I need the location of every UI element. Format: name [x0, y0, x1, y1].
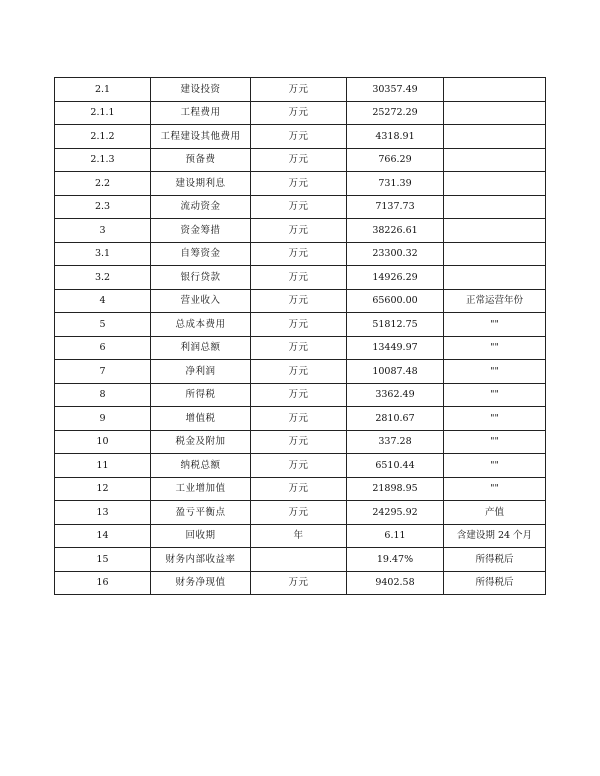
cell-no: 12 [55, 477, 151, 501]
cell-unit: 万元 [251, 125, 347, 149]
cell-unit: 万元 [251, 148, 347, 172]
cell-note: 产值 [444, 501, 546, 525]
cell-value: 6.11 [347, 524, 444, 548]
table-row [55, 148, 546, 172]
cell-item-name: 工程费用 [151, 101, 251, 125]
cell-note: "" [444, 313, 546, 337]
cell-note: 含建设期 24 个月 [444, 524, 546, 548]
cell-value: 13449.97 [347, 336, 444, 360]
table-row [55, 313, 546, 337]
cell-unit [251, 548, 347, 572]
cell-unit: 万元 [251, 360, 347, 384]
cell-no: 8 [55, 383, 151, 407]
cell-value: 65600.00 [347, 289, 444, 313]
table-row [55, 125, 546, 149]
cell-item-name: 财务净现值 [151, 571, 251, 595]
cell-note: 所得税后 [444, 548, 546, 572]
cell-no: 2.3 [55, 195, 151, 219]
cell-item-name: 建设投资 [151, 78, 251, 102]
cell-note [444, 219, 546, 243]
cell-item-name: 预备费 [151, 148, 251, 172]
cell-unit: 万元 [251, 219, 347, 243]
cell-unit: 万元 [251, 430, 347, 454]
cell-value: 10087.48 [347, 360, 444, 384]
cell-unit: 万元 [251, 454, 347, 478]
cell-note [444, 101, 546, 125]
cell-no: 11 [55, 454, 151, 478]
cell-note: "" [444, 430, 546, 454]
cell-unit: 万元 [251, 571, 347, 595]
cell-item-name: 所得税 [151, 383, 251, 407]
cell-note [444, 266, 546, 290]
table-row [55, 571, 546, 595]
cell-no: 2.1.3 [55, 148, 151, 172]
cell-value: 23300.32 [347, 242, 444, 266]
table-row [55, 78, 546, 102]
cell-value: 766.29 [347, 148, 444, 172]
cell-unit: 万元 [251, 407, 347, 431]
cell-unit: 万元 [251, 172, 347, 196]
table-row [55, 360, 546, 384]
cell-note [444, 242, 546, 266]
cell-item-name: 回收期 [151, 524, 251, 548]
cell-note [444, 172, 546, 196]
cell-item-name: 银行贷款 [151, 266, 251, 290]
cell-no: 9 [55, 407, 151, 431]
cell-note: "" [444, 477, 546, 501]
cell-value: 38226.61 [347, 219, 444, 243]
table-row [55, 501, 546, 525]
cell-no: 7 [55, 360, 151, 384]
cell-note: "" [444, 407, 546, 431]
cell-no: 3.2 [55, 266, 151, 290]
cell-unit: 万元 [251, 195, 347, 219]
cell-note [444, 195, 546, 219]
cell-item-name: 增值税 [151, 407, 251, 431]
cell-value: 24295.92 [347, 501, 444, 525]
cell-unit: 万元 [251, 336, 347, 360]
table-row [55, 430, 546, 454]
cell-note: 正常运营年份 [444, 289, 546, 313]
cell-item-name: 财务内部收益率 [151, 548, 251, 572]
cell-item-name: 营业收入 [151, 289, 251, 313]
cell-no: 15 [55, 548, 151, 572]
table-row [55, 101, 546, 125]
cell-unit: 万元 [251, 383, 347, 407]
cell-unit: 万元 [251, 477, 347, 501]
cell-value: 7137.73 [347, 195, 444, 219]
cell-value: 14926.29 [347, 266, 444, 290]
cell-no: 3 [55, 219, 151, 243]
table-row [55, 195, 546, 219]
cell-value: 731.39 [347, 172, 444, 196]
table-row [55, 242, 546, 266]
cell-value: 30357.49 [347, 78, 444, 102]
cell-item-name: 税金及附加 [151, 430, 251, 454]
financial-indicators-table [54, 77, 546, 595]
table-row [55, 266, 546, 290]
cell-item-name: 工业增加值 [151, 477, 251, 501]
cell-no: 2.2 [55, 172, 151, 196]
cell-item-name: 净利润 [151, 360, 251, 384]
table-row [55, 548, 546, 572]
cell-note: "" [444, 360, 546, 384]
cell-item-name: 利润总额 [151, 336, 251, 360]
table-row [55, 289, 546, 313]
cell-value: 21898.95 [347, 477, 444, 501]
cell-unit: 万元 [251, 101, 347, 125]
cell-value: 337.28 [347, 430, 444, 454]
cell-value: 2810.67 [347, 407, 444, 431]
cell-value: 51812.75 [347, 313, 444, 337]
table-row [55, 407, 546, 431]
cell-value: 4318.91 [347, 125, 444, 149]
cell-value: 19.47% [347, 548, 444, 572]
cell-no: 5 [55, 313, 151, 337]
table-row [55, 524, 546, 548]
cell-item-name: 总成本费用 [151, 313, 251, 337]
cell-unit: 万元 [251, 78, 347, 102]
cell-note [444, 78, 546, 102]
cell-unit: 万元 [251, 242, 347, 266]
cell-value: 9402.58 [347, 571, 444, 595]
table-body [55, 78, 546, 595]
cell-item-name: 工程建设其他费用 [151, 125, 251, 149]
cell-unit: 万元 [251, 501, 347, 525]
cell-unit: 万元 [251, 313, 347, 337]
table-row [55, 336, 546, 360]
cell-no: 2.1.1 [55, 101, 151, 125]
table-row [55, 477, 546, 501]
cell-value: 25272.29 [347, 101, 444, 125]
cell-value: 6510.44 [347, 454, 444, 478]
cell-item-name: 纳税总额 [151, 454, 251, 478]
cell-item-name: 自筹资金 [151, 242, 251, 266]
table-row [55, 219, 546, 243]
cell-no: 2.1 [55, 78, 151, 102]
cell-no: 6 [55, 336, 151, 360]
cell-value: 3362.49 [347, 383, 444, 407]
cell-note [444, 125, 546, 149]
cell-unit: 万元 [251, 266, 347, 290]
cell-item-name: 资金筹措 [151, 219, 251, 243]
cell-note: "" [444, 383, 546, 407]
cell-no: 16 [55, 571, 151, 595]
cell-no: 3.1 [55, 242, 151, 266]
cell-note: "" [444, 336, 546, 360]
cell-item-name: 流动资金 [151, 195, 251, 219]
cell-item-name: 盈亏平衡点 [151, 501, 251, 525]
cell-note: "" [444, 454, 546, 478]
cell-no: 2.1.2 [55, 125, 151, 149]
cell-no: 14 [55, 524, 151, 548]
cell-no: 4 [55, 289, 151, 313]
table-row [55, 383, 546, 407]
cell-note [444, 148, 546, 172]
cell-note: 所得税后 [444, 571, 546, 595]
cell-no: 13 [55, 501, 151, 525]
table-row [55, 454, 546, 478]
financial-summary-sheet [54, 77, 545, 595]
cell-item-name: 建设期利息 [151, 172, 251, 196]
cell-unit: 年 [251, 524, 347, 548]
cell-unit: 万元 [251, 289, 347, 313]
table-row [55, 172, 546, 196]
cell-no: 10 [55, 430, 151, 454]
